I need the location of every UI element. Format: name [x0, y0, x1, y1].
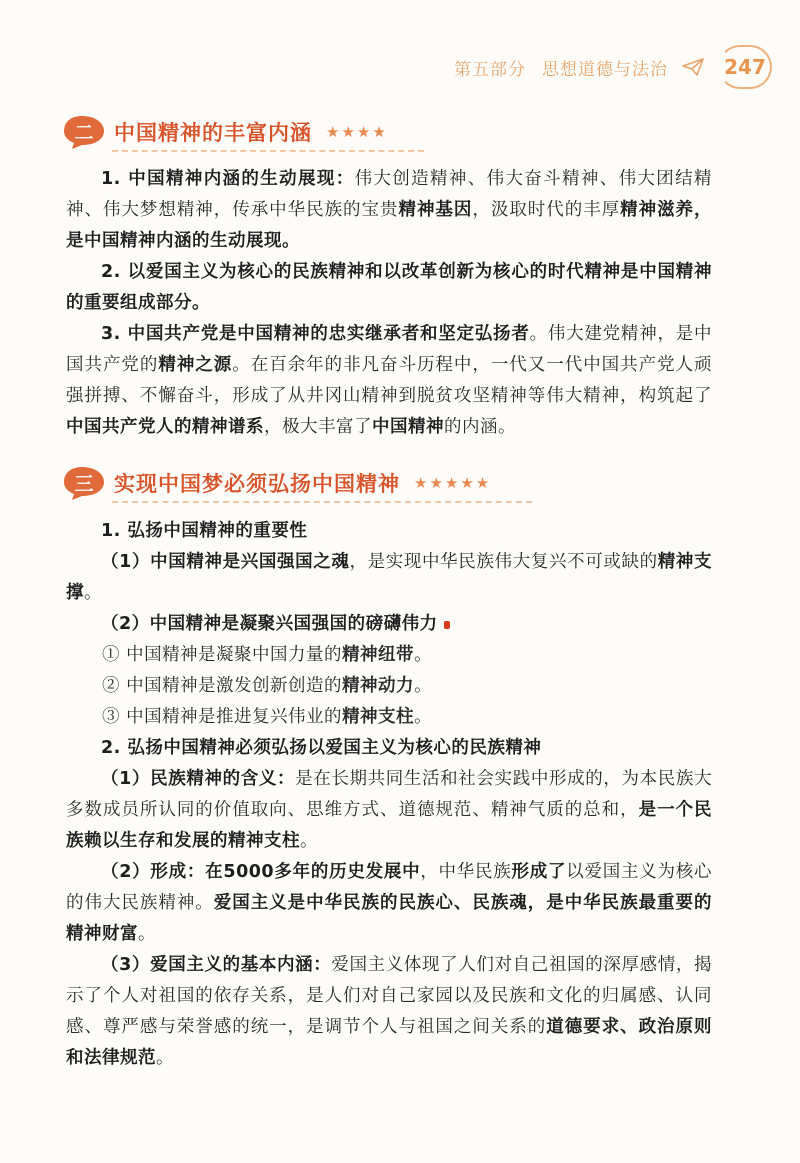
paragraph-2-3	[66, 319, 712, 443]
text-bold: 精神支撑	[66, 552, 713, 603]
section-title: 实现中国梦必须弘扬中国精神	[114, 472, 400, 496]
text: 。	[414, 645, 433, 665]
list-item	[102, 702, 712, 733]
paragraph-3-1-1	[66, 547, 712, 609]
text: ，是实现中华民族伟大复兴不可或缺的	[349, 552, 658, 572]
paragraph-2-2	[66, 257, 712, 319]
text: 。	[414, 676, 433, 696]
text-bold: 精神纽带	[342, 645, 415, 665]
text-bold: 精神之源	[158, 355, 233, 375]
text: ，中华民族	[420, 862, 512, 882]
text: ，极大丰富了	[264, 417, 372, 437]
list-item	[102, 640, 712, 671]
text: 。伟大建党精神，是中国共产党的	[66, 324, 713, 375]
text-bold: 形成了	[511, 862, 567, 882]
text-bold: 1. 中国精神内涵的生动展现：	[101, 169, 355, 189]
text-bold: 道德要求、政治原则和法律规范	[66, 1017, 712, 1068]
text: 爱国主义体现了人们对自己祖国的深厚感情，揭示了个人对祖国的依存关系，是人们对自己家园以及民族和文化的归属感、认同感、尊严感与荣誉感的统一，是调节个人与祖国之间关系的	[66, 955, 712, 1037]
section-heading-3	[62, 463, 491, 503]
list-item	[102, 671, 712, 702]
text: 。	[414, 707, 433, 727]
text: ③ 中国精神是推进复兴伟业的	[102, 707, 343, 727]
text: 。	[138, 924, 156, 944]
section-badge-number: 二	[74, 122, 94, 144]
paragraph-3-1-2	[66, 609, 712, 640]
importance-stars: ★★★★	[326, 123, 388, 141]
paper-plane-icon	[682, 58, 704, 76]
text-bold: 是一个民族赖以生存和发展的精神支柱	[66, 800, 713, 851]
section-heading-2	[62, 112, 388, 152]
text-bold: （3）爱国主义的基本内涵：	[101, 955, 332, 975]
text-bold: （1）民族精神的含义：	[101, 769, 296, 789]
text-bold: 精神动力	[342, 676, 415, 696]
text: 伟大创造精神、伟大奋斗精神、伟大团结精神、伟大梦想精神，传承中华民族的宝贵	[66, 169, 712, 220]
text: 。	[156, 1048, 174, 1068]
section-badge-number: 三	[74, 473, 94, 495]
text: 。	[84, 583, 102, 603]
text: 。在百余年的非凡奋斗历程中，一代又一代中国共产党人顽强拼搏、不懈奋斗，形成了从井冈山精神到脱贫攻坚精神等伟大精神，构筑起了	[66, 355, 713, 406]
text-bold: 中国精神	[372, 417, 444, 437]
text: ② 中国精神是激发创新创造的	[102, 676, 343, 696]
text-bold: 中国共产党人的精神谱系	[66, 417, 264, 437]
text-bold: （2）形成：在5000多年的历史发展中	[101, 862, 421, 882]
text-bold: 精神支柱	[342, 707, 415, 727]
header-section: 思想道德与法治	[542, 59, 668, 80]
text-bold: （2）中国精神是凝聚兴国强国的磅礴伟力	[101, 614, 438, 634]
page-number: 247	[718, 45, 772, 89]
text-bold: （1）中国精神是兴国强国之魂	[101, 552, 350, 572]
section-title: 中国精神的丰富内涵	[114, 121, 312, 145]
paragraph-3-2-1	[66, 764, 712, 857]
importance-stars: ★★★★★	[414, 474, 492, 492]
subheading-3-2	[66, 733, 712, 764]
text-bold: 精神基因	[398, 200, 473, 220]
paragraph-2-1	[66, 164, 712, 257]
running-header	[454, 44, 772, 90]
text: 是在长期共同生活和社会实践中形成的，为本民族大多数成员所认同的价值取向、思维方式、道德规范、精神气质的总和，	[66, 769, 712, 820]
text-bold: 2. 弘扬中国精神必须弘扬以爱国主义为核心的民族精神	[101, 738, 542, 758]
paragraph-3-2-3	[66, 950, 712, 1074]
text-bold: 2. 以爱国主义为核心的民族精神和以改革创新为核心的时代精神是中国精神的重要组成部分。	[66, 262, 712, 313]
text-bold: 爱国主义是中华民族的民族心、民族魂，是中华民族最重要的精神财富	[66, 893, 712, 944]
subheading-3-1	[66, 516, 712, 547]
header-part: 第五部分	[454, 59, 526, 80]
section-badge	[62, 114, 106, 150]
text: ① 中国精神是凝聚中国力量的	[102, 645, 343, 665]
text-bold: 精神滋养	[620, 200, 695, 220]
section-badge	[62, 465, 106, 501]
text-bold: 1. 弘扬中国精神的重要性	[101, 521, 308, 541]
red-mark	[444, 621, 450, 629]
heading-underline	[112, 501, 532, 503]
text: ，汲取时代的丰厚	[472, 200, 621, 220]
heading-underline	[112, 150, 424, 152]
text-bold: ，是中国精神内涵的生动展现。	[66, 200, 713, 251]
text: 以爱国主义为核心的伟大民族精神。	[66, 862, 713, 913]
text: 的内涵。	[444, 417, 516, 437]
text: 。	[300, 831, 318, 851]
text-bold: 3. 中国共产党是中国精神的忠实继承者和坚定弘扬者	[101, 324, 530, 344]
paragraph-3-2-2	[66, 857, 712, 950]
